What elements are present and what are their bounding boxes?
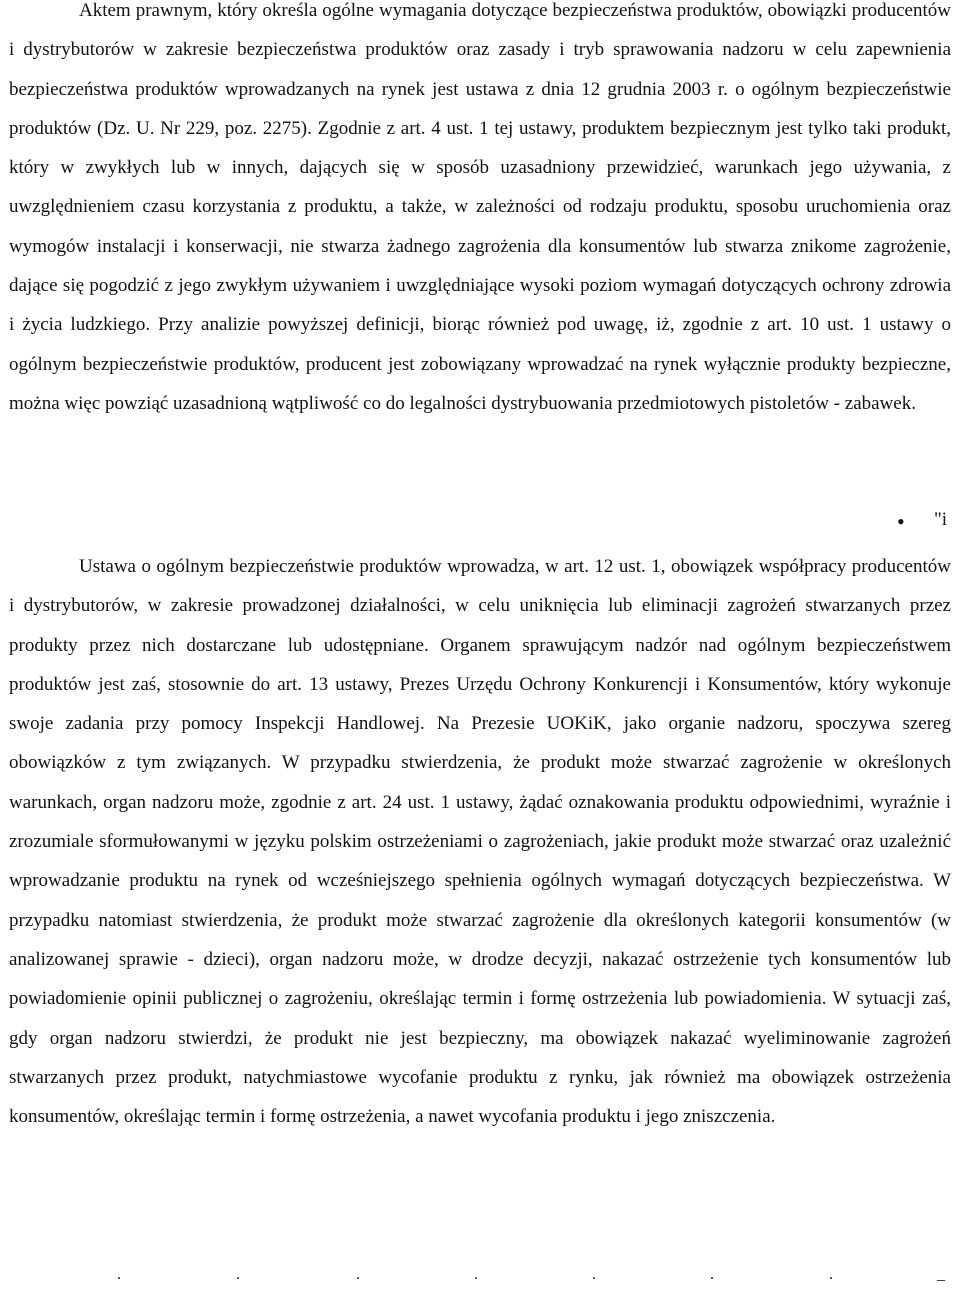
trailing-dot: .: [117, 1266, 121, 1283]
paragraph-2: Ustawa o ogólnym bezpieczeństwie produktów wprowadza, w art. 12 ust. 1, obowiązek współpracy producentów i dystrybutorów, w zakresie prowadzonej działalności, w celu uniknięcia lub eliminacji zagrożeń stwarzanych przez produkty przez nich dostarczane lub udostępniane. Organem sprawującym nadzór nad ogólnym bezpieczeństwem produktów jest zaś, stosownie do art. 13 ustawy, Prezes Urzędu Ochrony Konkurencji i Konsumentów, który wykonuje swoje zadania przy pomocy Inspekcji Handlowej. Na Prezesie UOKiK, jako organie nadzoru, spoczywa szereg obowiązków z tym związanych. W przypadku stwierdzenia, że produkt może stwarzać zagrożenie w określonych warunkach, organ nadzoru może, zgodnie z art. 24 ust. 1 ustawy, żądać oznakowania produktu odpowiednimi, wyraźnie i zrozumiale sformułowanymi w języku polskim ostrzeżeniami o zagrożeniach, jakie produkt może stwarzać oraz uzależnić wprowadzanie produktu na rynek od wcześniejszego spełnienia ogólnych wymagań dotyczących bezpieczeństwa. W przypadku natomiast stwierdzenia, że produkt może stwarzać zagrożenie dla określonych kategorii konsumentów (w analizowanej sprawie - dzieci), organ nadzoru może, w drodze decyzji, nakazać ostrzeżenie tych konsumentów lub powiadomienie opinii publicznej o zagrożeniu, określając termin i formę ostrzeżenia lub powiadomienia. W sytuacji zaś, gdy organ nadzoru stwierdzi, że produkt nie jest bezpieczny, ma obowiązek nakazać wyeliminowanie zagrożeń stwarzanych przez produkt, natychmiastowe wycofanie produktu z rynku, jak również ma obowiązek ostrzeżenia konsumentów, określając termin i formę ostrzeżenia, a nawet wycofania produktu i jego zniszczenia.: [9, 556, 951, 1128]
trailing-dot: .: [474, 1266, 478, 1283]
bullet-mark: •: [897, 509, 905, 534]
trailing-dot: .: [592, 1266, 596, 1283]
trailing-dot: .: [829, 1266, 833, 1283]
trailing-dot: .: [356, 1266, 360, 1283]
quote-mark: "i: [934, 509, 948, 530]
trailing-dot: _: [937, 1266, 945, 1283]
paragraph-1: Aktem prawnym, który określa ogólne wymagania dotyczące bezpieczeństwa produktów, obowiązki producentów i dystrybutorów w zakresie bezpieczeństwa produktów oraz zasady i tryb sprawowania nadzoru w celu zapewnienia bezpieczeństwa produktów wprowadzanych na rynek jest ustawa z dnia 12 grudnia 2003 r. o ogólnym bezpieczeństwie produktów (Dz. U. Nr 229, poz. 2275). Zgodnie z art. 4 ust. 1 tej ustawy, produktem bezpiecznym jest tylko taki produkt, który w zwykłych lub w innych, dających się w sposób uzasadniony przewidzieć, warunkach jego używania, z uwzględnieniem czasu korzystania z produktu, a także, w zależności od rodzaju produktu, sposobu uruchomienia oraz wymogów instalacji i konserwacji, nie stwarza żadnego zagrożenia dla konsumentów lub stwarza znikome zagrożenie, dające się pogodzić z jego zwykłym używaniem i uwzględniające wysoki poziom wymagań dotyczących ochrony zdrowia i życia ludzkiego. Przy analizie powyższej definicji, biorąc również pod uwagę, iż, zgodnie z art. 10 ust. 1 ustawy o ogólnym bezpieczeństwie produktów, producent jest zobowiązany wprowadzać na rynek wyłącznie produkty bezpieczne, można więc powziąć uzasadnioną wątpliwość co do legalności dystrybuowania przedmiotowych pistoletów - zabawek.: [9, 0, 951, 414]
trailing-dot: .: [710, 1266, 714, 1283]
trailing-dot: .: [236, 1266, 240, 1283]
